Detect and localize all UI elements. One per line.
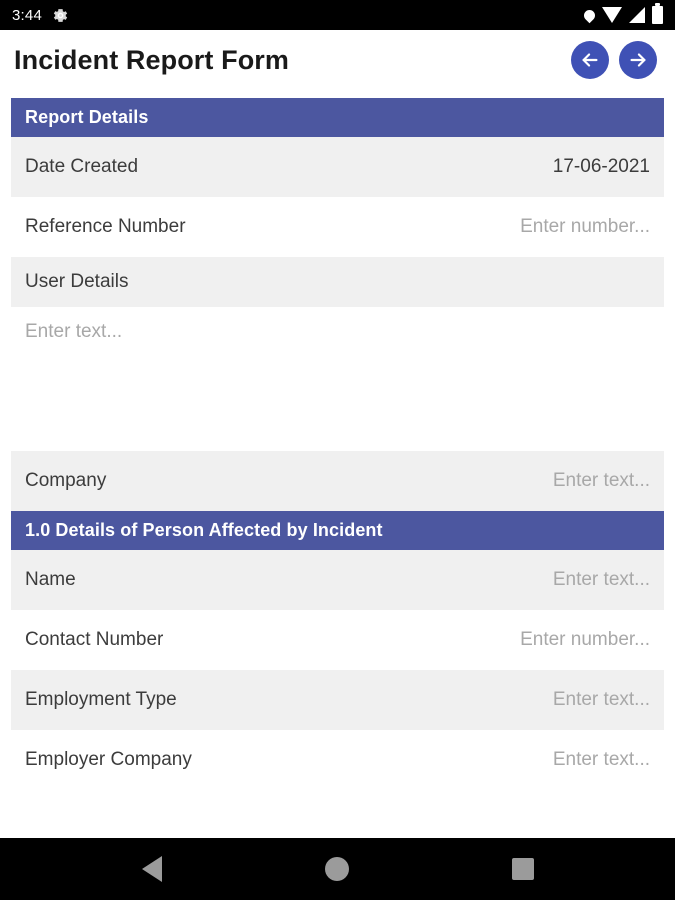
field-label: Date Created (25, 156, 139, 177)
forward-arrow-button[interactable] (619, 41, 657, 79)
name-input[interactable]: Enter text... (552, 569, 650, 590)
field-row-employer-company[interactable] (11, 730, 664, 790)
page-title: Incident Report Form (14, 44, 290, 75)
section-header-person-affected: 1.0 Details of Person Affected by Incident (11, 511, 664, 550)
employment-type-input[interactable]: Enter text... (552, 689, 650, 710)
location-pin-icon (582, 7, 598, 23)
field-row-date-created[interactable] (11, 137, 664, 197)
form-spacer (11, 417, 664, 451)
employer-company-input[interactable]: Enter text... (552, 749, 650, 770)
back-triangle-icon[interactable] (142, 856, 162, 882)
gear-icon (52, 7, 69, 24)
back-arrow-icon (579, 49, 601, 71)
field-row-reference-number[interactable] (11, 197, 664, 257)
user-details-placeholder: Enter text... (25, 321, 123, 342)
field-label: Company (25, 470, 107, 491)
back-arrow-button[interactable] (571, 41, 609, 79)
field-label-user-details (11, 257, 664, 307)
system-navigation-bar (0, 838, 675, 900)
company-input[interactable]: Enter text... (552, 470, 650, 491)
field-row-company[interactable] (11, 451, 664, 511)
field-label: Reference Number (25, 216, 186, 237)
field-label: Name (25, 569, 76, 590)
section-header-report-details: Report Details (11, 98, 664, 137)
field-label: User Details (25, 271, 129, 292)
status-icons (584, 6, 663, 24)
battery-icon (652, 6, 663, 24)
field-value: 17-06-2021 (552, 156, 650, 177)
wifi-icon (602, 7, 622, 23)
user-details-textarea[interactable] (11, 307, 664, 417)
reference-number-input[interactable]: Enter number... (520, 216, 650, 237)
form-content (0, 90, 675, 838)
field-label: Employment Type (25, 689, 177, 710)
contact-number-input[interactable]: Enter number... (520, 629, 650, 650)
field-label: Contact Number (25, 629, 164, 650)
signal-icon (629, 7, 645, 23)
forward-arrow-icon (627, 49, 649, 71)
home-circle-icon[interactable] (325, 857, 349, 881)
app-title-bar (0, 30, 675, 90)
field-row-contact-number[interactable] (11, 610, 664, 670)
field-label: Employer Company (25, 749, 192, 770)
field-row-name[interactable] (11, 550, 664, 610)
field-row-employment-type[interactable] (11, 670, 664, 730)
status-clock: 3:44 (12, 6, 42, 24)
recents-square-icon[interactable] (512, 858, 534, 880)
status-bar (0, 0, 675, 30)
